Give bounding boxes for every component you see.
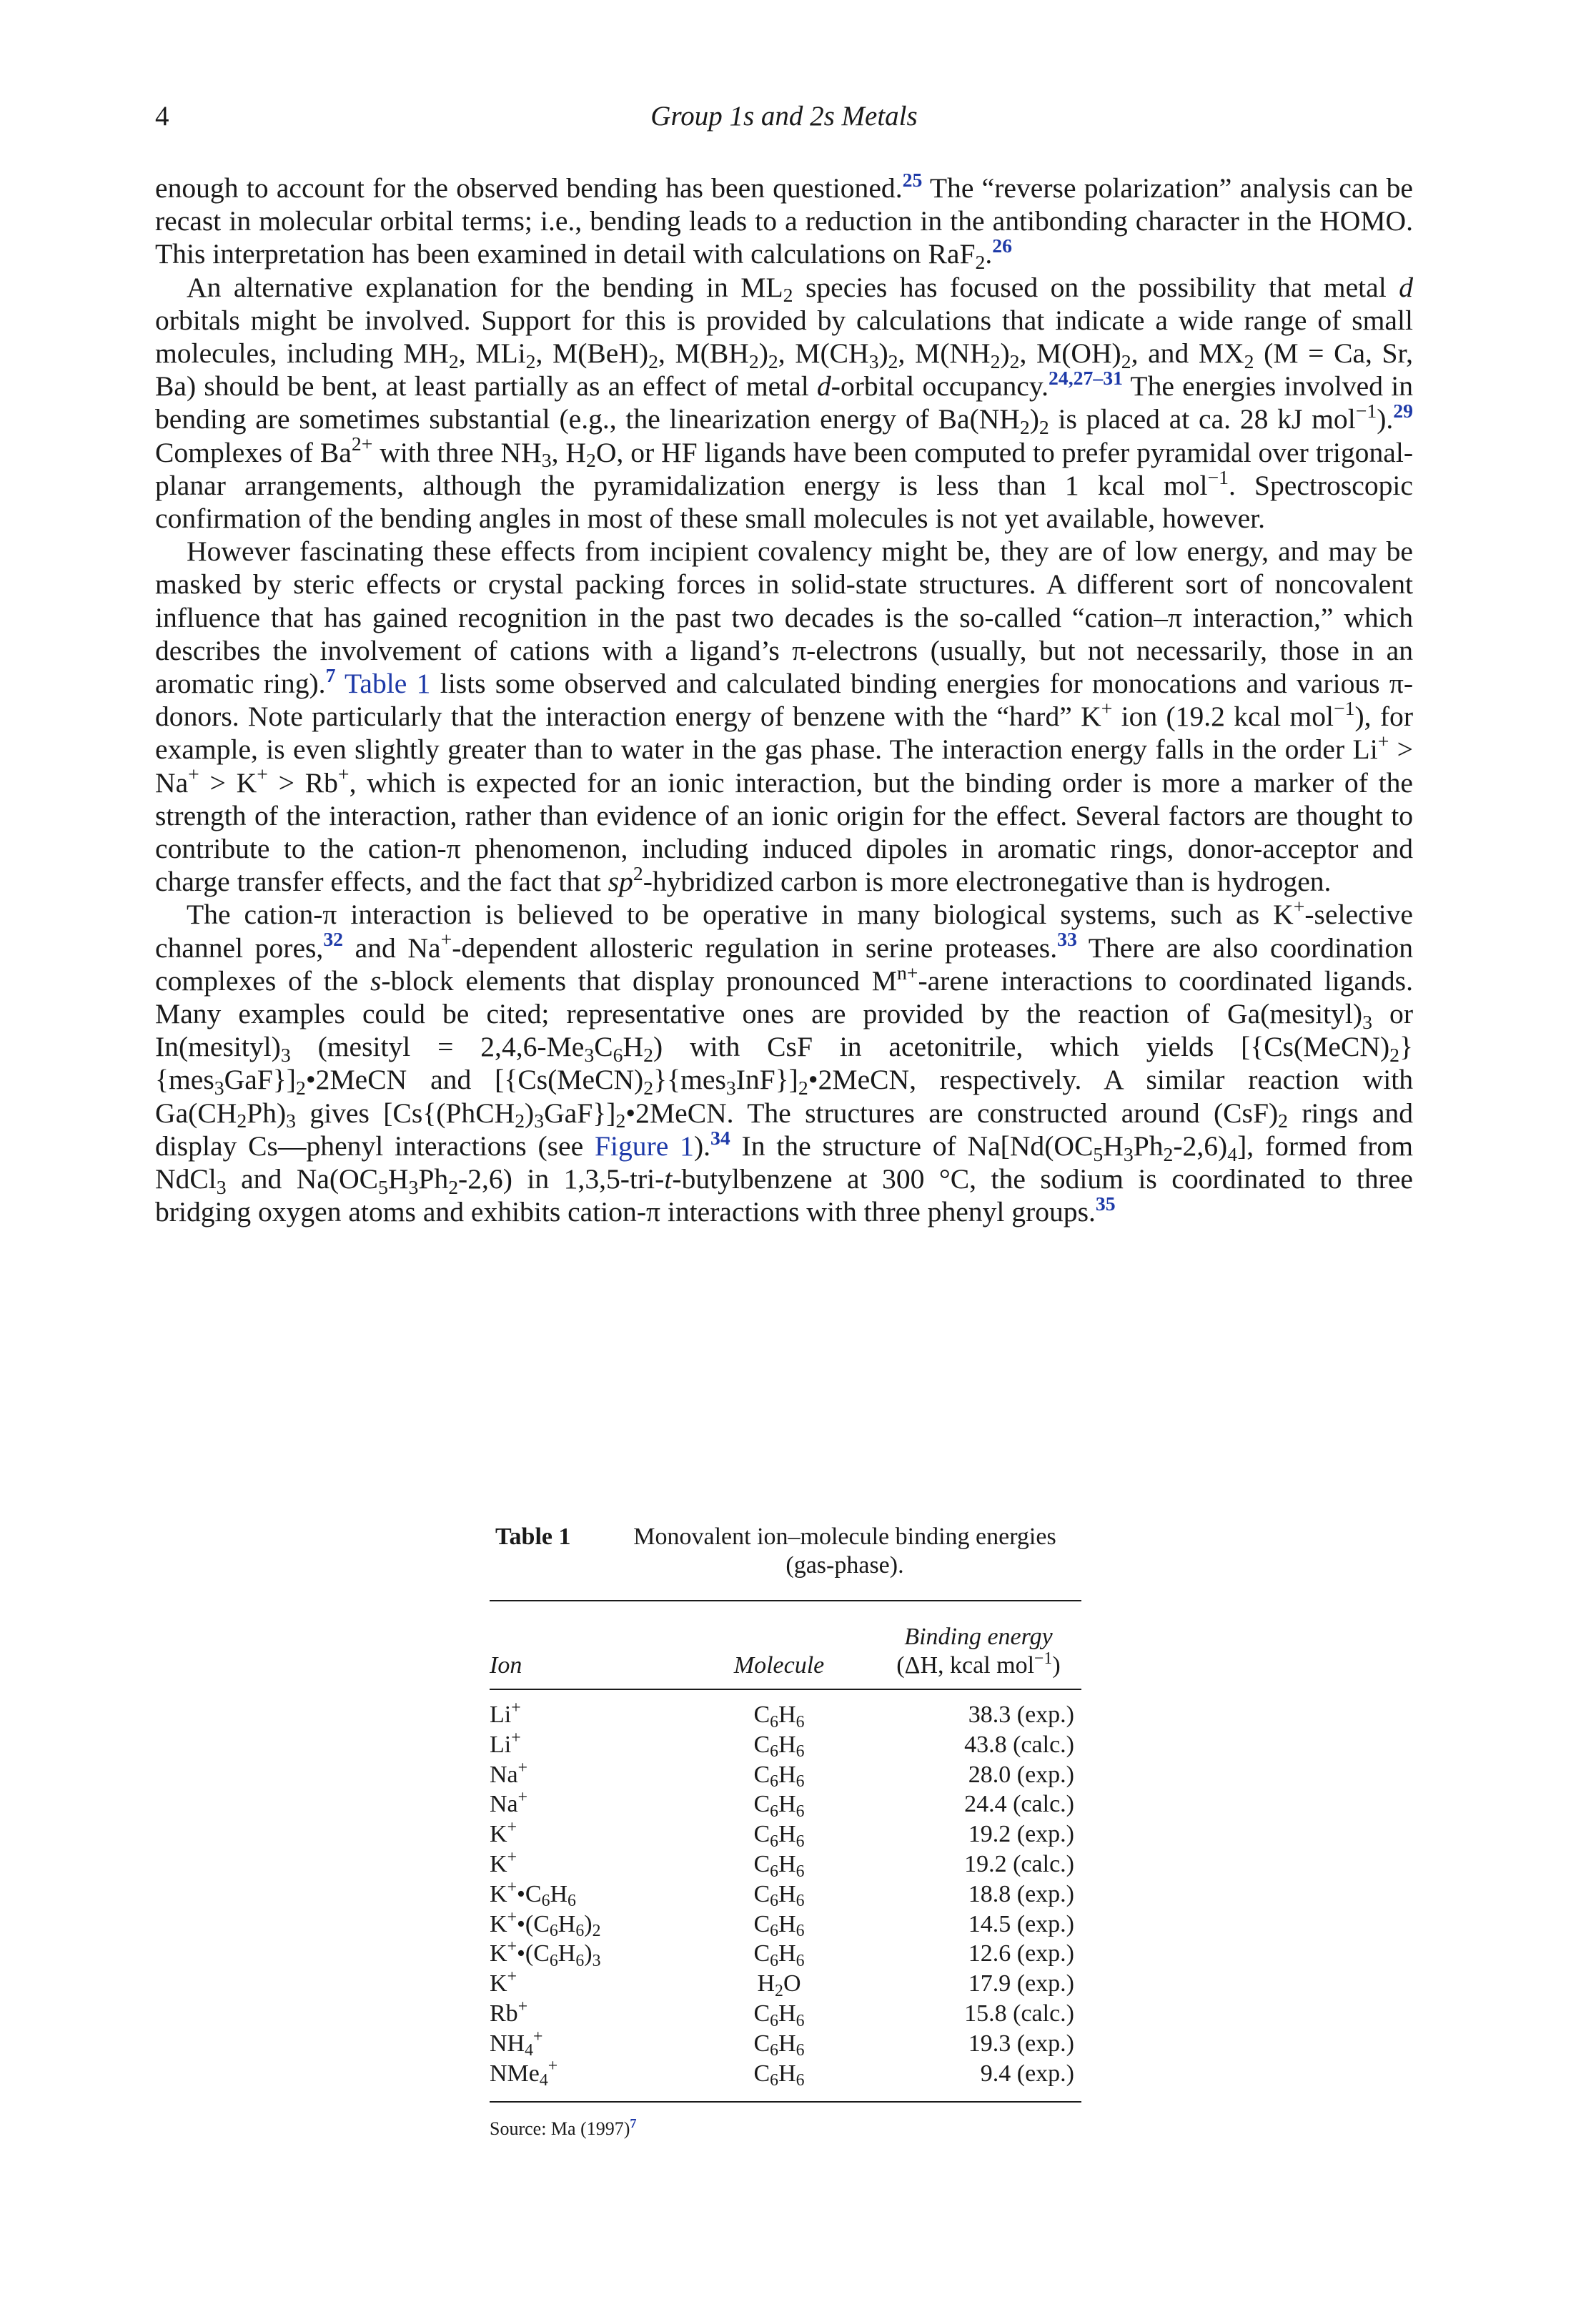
page-header [155, 100, 1413, 137]
cell-binding-energy: 14.5 (exp.) [968, 1910, 1074, 1937]
cell-ion: $K^+•C_6H_6$ [490, 1877, 576, 1911]
cell-molecule: $C_6H_6$ [753, 1850, 805, 1881]
cell-binding-energy: 38.3 (exp.) [968, 1701, 1074, 1728]
cell-molecule: $H_2O$ [757, 1970, 801, 2000]
table-1-link[interactable]: Table 1 [345, 668, 431, 700]
cell-ion: K+ [490, 1967, 517, 1997]
table-row [490, 1819, 1081, 1849]
cell-binding-energy: 17.9 (exp.) [968, 1970, 1074, 1997]
cell-molecule: $C_6H_6$ [753, 1821, 805, 1851]
table-row [490, 1730, 1081, 1760]
paragraph-4: The cation-π interaction is believed to be operative in many biological systems, such as K+-selective channel pores,$^{32}$ and Na+-dependent allosteric regulation in serine proteases.$^{33}$ There are also coordination complexes of the s-block elements that display pronounced $M^{n+}$-arene interactions to coordinated ligands. Many examples could be cited; representative ones are provided by the reaction of $Ga(mesityl)_3$ or $In(mesityl)_3$ (mesityl = $2,4,6-Me_3C_6H_2$) with CsF in acetonitrile, which yields $[\{Cs(MeCN)_2\}\{mes_3GaF\}]_2•2MeCN$ and $[\{Cs(MeCN)_2\}\{mes_3InF\}]_2•2MeCN$, respectively. A similar reaction with $Ga(CH_2Ph)_3$ gives $[Cs\{(PhCH_2)_3GaF\}]_2•2MeCN$. The structures are constructed around $(CsF)_2$ rings and display Cs—phenyl interactions (see Figure 1).$^{34}$ In the structure of $Na[Nd(OC_5H_3Ph_2-2,6)_4]$, formed from NdCl$_3$ and $Na(OC_5H_3Ph_2-2,6)$ in 1,3,5-tri-t-butylbenzene at 300 °C, the sodium is coordinated to three bridging oxygen atoms and exhibits cation-π interactions with three phenyl groups.$^{35}$ [155, 895, 1413, 1228]
cell-ion: Na+ [490, 1788, 528, 1818]
table-row [490, 1999, 1081, 2029]
citation[interactable]: 25 [902, 168, 923, 191]
cell-ion: NMe$_4$+ [490, 2057, 558, 2090]
cell-binding-energy: 19.2 (calc.) [964, 1850, 1074, 1877]
table-row [490, 1760, 1081, 1790]
cell-binding-energy: 28.0 (exp.) [968, 1761, 1074, 1788]
cell-binding-energy: 15.8 (calc.) [964, 2000, 1074, 2027]
cell-molecule: $C_6H_6$ [753, 1701, 805, 1732]
cell-binding-energy: 9.4 (exp.) [980, 2060, 1074, 2087]
col-header-binding-energy: Binding energy (ΔH, kcal mol$^{-1}$) [896, 1624, 1061, 1679]
table-caption-text: Monovalent ion–molecule binding energies (gas-phase). [633, 1523, 1056, 1579]
cell-molecule: $C_6H_6$ [753, 1940, 805, 1971]
citation[interactable]: 7 [630, 2116, 637, 2131]
table-row [490, 2029, 1081, 2059]
citation[interactable]: 35 [1095, 1192, 1116, 1215]
citation[interactable]: 32 [323, 928, 344, 951]
table-1 [490, 1523, 1081, 2140]
cell-molecule: $C_6H_6$ [753, 1880, 805, 1911]
running-title: Group 1s and 2s Metals [650, 101, 918, 132]
cell-molecule: $C_6H_6$ [753, 1791, 805, 1822]
table-bottom-rule [490, 2101, 1081, 2103]
table-row [490, 1910, 1081, 1940]
cell-molecule: $C_6H_6$ [753, 1731, 805, 1762]
cell-binding-energy: 19.3 (exp.) [968, 2030, 1074, 2057]
citation[interactable]: 7 [325, 663, 336, 686]
col-header-ion: Ion [490, 1652, 522, 1679]
page-number: 4 [155, 101, 169, 132]
cell-ion: Li+ [490, 1728, 521, 1758]
citation[interactable]: 33 [1057, 928, 1077, 951]
table-row [490, 1700, 1081, 1730]
cell-molecule: $C_6H_6$ [753, 2000, 805, 2030]
paragraph-2: An alternative explanation for the bending in $ML_2$ species has focused on the possibility that metal d orbitals might be involved. Support for this is provided by calculations that indicate a wide range of small molecules, including $MH_2$, MLi$_2$, $M(BeH)_2$, $M(BH_2)_2$, $M(CH_3)_2$, $M(NH_2)_2$, $M(OH)_2$, and $MX_2$ (M = Ca, Sr, Ba) should be bent, at least partially as an effect of metal d-orbital occupancy.$^{24,27-31}$ The energies involved in bending are sometimes substantial (e.g., the linearization energy of $Ba(NH_2)_2$ is placed at ca. 28 kJ mol$^{-1}$).$^{29}$ Complexes of $Ba^{2+}$ with three $NH_3$, $H_2O$, or HF ligands have been computed to prefer pyramidal over trigonal-planar arrangements, although the pyramidalization energy is less than 1 kcal mol$^{-1}$. Spectroscopic confirmation of the bending angles in most of these small molecules is not yet available, however. [155, 271, 1414, 535]
cell-ion: Li+ [490, 1698, 521, 1728]
table-row [490, 1969, 1081, 1999]
table-row [490, 1849, 1081, 1879]
table-caption [495, 1523, 1081, 1580]
paragraph-1: enough to account for the observed bending has been questioned.$^{25}$ The “reverse polarization” analysis can be recast in molecular orbital terms; i.e., bending leads to a reduction in the antibonding character in the HOMO. This interpretation has been examined in detail with calculations on RaF$_2$.$^{26}$ [155, 168, 1413, 274]
citation[interactable]: 34 [710, 1126, 730, 1149]
cell-binding-energy: 18.8 (exp.) [968, 1880, 1074, 1907]
cell-ion: K+ [490, 1847, 517, 1877]
table-label: Table 1 [495, 1523, 571, 1550]
cell-ion: Rb+ [490, 1997, 528, 2027]
cell-binding-energy: 12.6 (exp.) [968, 1940, 1074, 1967]
cell-ion: Na+ [490, 1758, 528, 1788]
cell-binding-energy: 24.4 (calc.) [964, 1791, 1074, 1818]
body-text [155, 168, 1414, 1229]
table-row [490, 2059, 1081, 2089]
table-row [490, 1789, 1081, 1819]
binding-energy-table [490, 1601, 1081, 2088]
citation[interactable]: 24,27–31 [1049, 366, 1123, 389]
cell-binding-energy: 19.2 (exp.) [968, 1821, 1074, 1848]
table-source: Source: Ma (1997)$^7$ [490, 2116, 637, 2140]
cell-ion: $K^+•(C_6H_6)_3$ [490, 1937, 601, 1971]
cell-molecule: $C_6H_6$ [753, 1910, 805, 1941]
cell-molecule: $C_6H_6$ [753, 2060, 805, 2090]
table-row [490, 1879, 1081, 1910]
citation[interactable]: 26 [992, 234, 1012, 257]
col-header-molecule: Molecule [733, 1652, 825, 1679]
citation[interactable]: 29 [1393, 400, 1413, 423]
cell-ion: K+ [490, 1818, 517, 1848]
cell-molecule: $C_6H_6$ [753, 2030, 805, 2060]
cell-binding-energy: 43.8 (calc.) [964, 1731, 1074, 1758]
cell-molecule: $C_6H_6$ [753, 1761, 805, 1792]
table-row [490, 1939, 1081, 1969]
figure-1-link[interactable]: Figure 1 [595, 1130, 694, 1162]
paragraph-3: However fascinating these effects from incipient covalency might be, they are of low energy, and may be masked by steric effects or crystal packing forces in solid-state structures. A different sort of noncovalent influence that has gained recognition in the past two decades is the so-called “cation–π interaction,” which describes the involvement of cations with a ligand’s π-electrons (usually, but not necessarily, those in an aromatic ring).$^7$ Table 1 lists some observed and calculated binding energies for monocations and various π-donors. Note particularly that the interaction energy of benzene with the “hard” K+ ion (19.2 kcal mol$^{-1}$), for example, is even slightly greater than to water in the gas phase. The interaction energy falls in the order Li+ > Na+ > K+ > Rb+, which is expected for an ionic interaction, but the binding order is more a marker of the strength of the interaction, rather than evidence of an ionic origin for the effect. Several factors are thought to contribute to the cation-π phenomenon, including induced dipoles in aromatic rings, donor-acceptor and charge transfer effects, and the fact that $sp^2$-hybridized carbon is more electronegative than is hydrogen. [155, 535, 1414, 898]
cell-ion: $K^+•(C_6H_6)_2$ [490, 1907, 601, 1941]
cell-ion: $NH_4^+$ [490, 2027, 543, 2060]
